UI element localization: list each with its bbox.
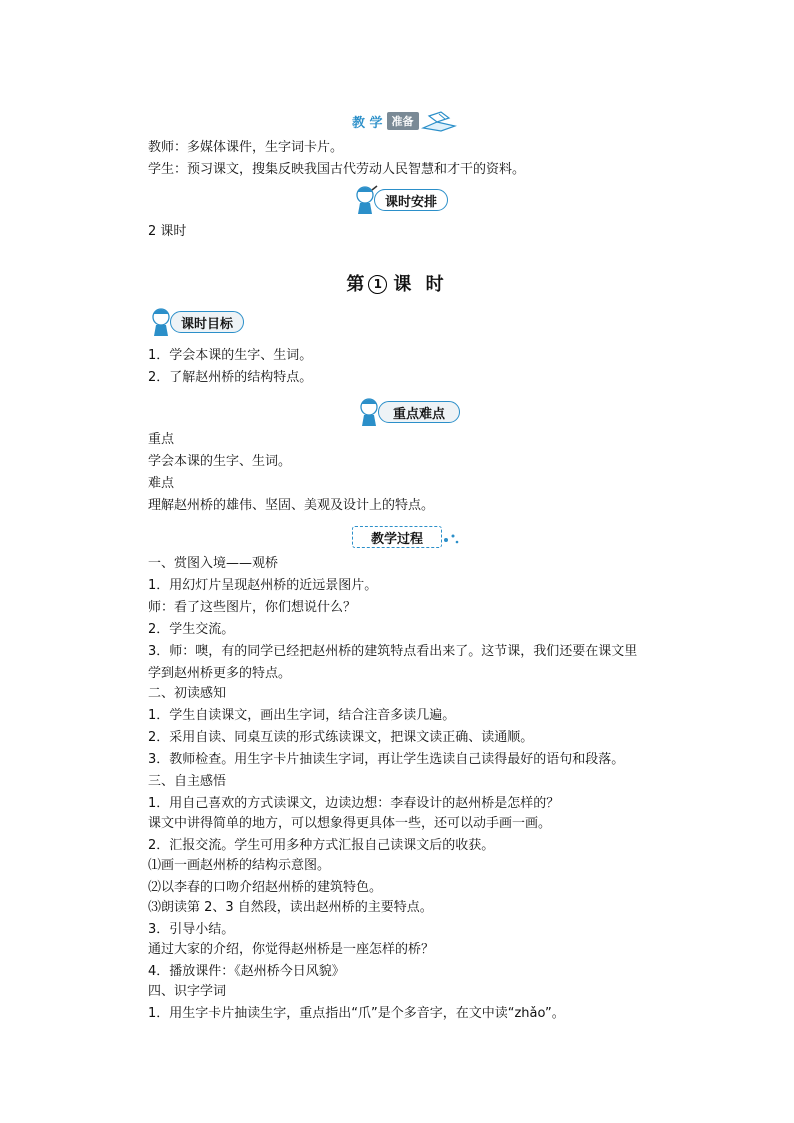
process-line: ⑵以李春的口吻介绍赵州桥的建筑特色。 [148, 880, 383, 895]
prep-header-main: 教 学 [352, 115, 383, 131]
lesson-title [0, 270, 794, 296]
process-line: ⑶朗读第 2、3 自然段，读出赵州桥的主要特点。 [148, 900, 433, 915]
process-line: 1．用自己喜欢的方式读课文，边读边想：李春设计的赵州桥是怎样的？ [148, 796, 560, 811]
keypoints-line: 学会本课的生字、生词。 [148, 454, 292, 469]
process-line: 课文中讲得简单的地方，可以想象得更具体一些，还可以动手画一画。 [148, 816, 552, 831]
process-line: 一、赏图入境——观桥 [148, 556, 279, 571]
process-line: 二、初读感知 [148, 686, 227, 701]
goals-header [148, 306, 244, 338]
kid-icon [148, 306, 174, 338]
keypoints-header [356, 396, 460, 428]
process-line: 4．播放课件：《赵州桥今日风貌》 [148, 964, 345, 979]
process-line: ⑴画一画赵州桥的结构示意图。 [148, 858, 331, 873]
book-icon [421, 110, 457, 132]
goal-item: 2．了解赵州桥的结构特点。 [148, 370, 313, 385]
keypoints-line: 难点 [148, 476, 175, 491]
process-line: 3．师：噢，有的同学已经把赵州桥的建筑特点看出来了。这节课，我们还要在课文里 [148, 644, 638, 659]
schedule-text: 2 课时 [148, 224, 187, 239]
process-line: 学到赵州桥更多的特点。 [148, 666, 292, 681]
keypoints-title: 重点难点 [378, 401, 460, 423]
process-line: 3．引导小结。 [148, 922, 235, 937]
process-line: 1．用生字卡片抽读生字，重点指出“爪”是个多音字，在文中读“zhǎo”。 [148, 1006, 565, 1021]
process-line: 2．汇报交流。学生可用多种方式汇报自己读课文后的收获。 [148, 838, 495, 853]
process-line: 1．用幻灯片呈现赵州桥的近远景图片。 [148, 578, 378, 593]
process-header [352, 526, 460, 548]
keypoints-line: 重点 [148, 432, 175, 447]
process-line: 师：看了这些图片，你们想说什么？ [148, 600, 357, 615]
schedule-header [352, 184, 448, 216]
prep-student: 学生：预习课文，搜集反映我国古代劳动人民智慧和才干的资料。 [148, 162, 526, 177]
lesson-number: 1 [368, 275, 387, 294]
process-line: 三、自主感悟 [148, 774, 227, 789]
keypoints-line: 理解赵州桥的雄伟、坚固、美观及设计上的特点。 [148, 498, 435, 513]
process-line: 1．学生自读课文，画出生字词，结合注音多读几遍。 [148, 708, 456, 723]
prep-header-tag: 准备 [387, 112, 419, 130]
goal-item: 1．学会本课的生字、生词。 [148, 348, 313, 363]
process-line: 2．学生交流。 [148, 622, 235, 637]
schedule-title: 课时安排 [374, 189, 448, 211]
process-title: 教学过程 [352, 526, 442, 548]
kid-icon [352, 184, 378, 216]
lesson-title-pre: 第 [346, 274, 369, 295]
prep-header [352, 110, 457, 132]
process-line: 通过大家的介绍，你觉得赵州桥是一座怎样的桥？ [148, 942, 435, 957]
kid-icon [356, 396, 382, 428]
goals-title: 课时目标 [170, 311, 244, 333]
process-line: 2．采用自读、同桌互读的形式练读课文，把课文读正确、读通顺。 [148, 730, 534, 745]
lesson-title-post: 课 时 [393, 274, 448, 295]
dots-icon [442, 528, 460, 546]
prep-teacher: 教师：多媒体课件，生字词卡片。 [148, 140, 344, 155]
process-line: 3．教师检查。用生字卡片抽读生字词，再让学生选读自己读得最好的语句和段落。 [148, 752, 625, 767]
process-line: 四、识字学词 [148, 984, 227, 999]
